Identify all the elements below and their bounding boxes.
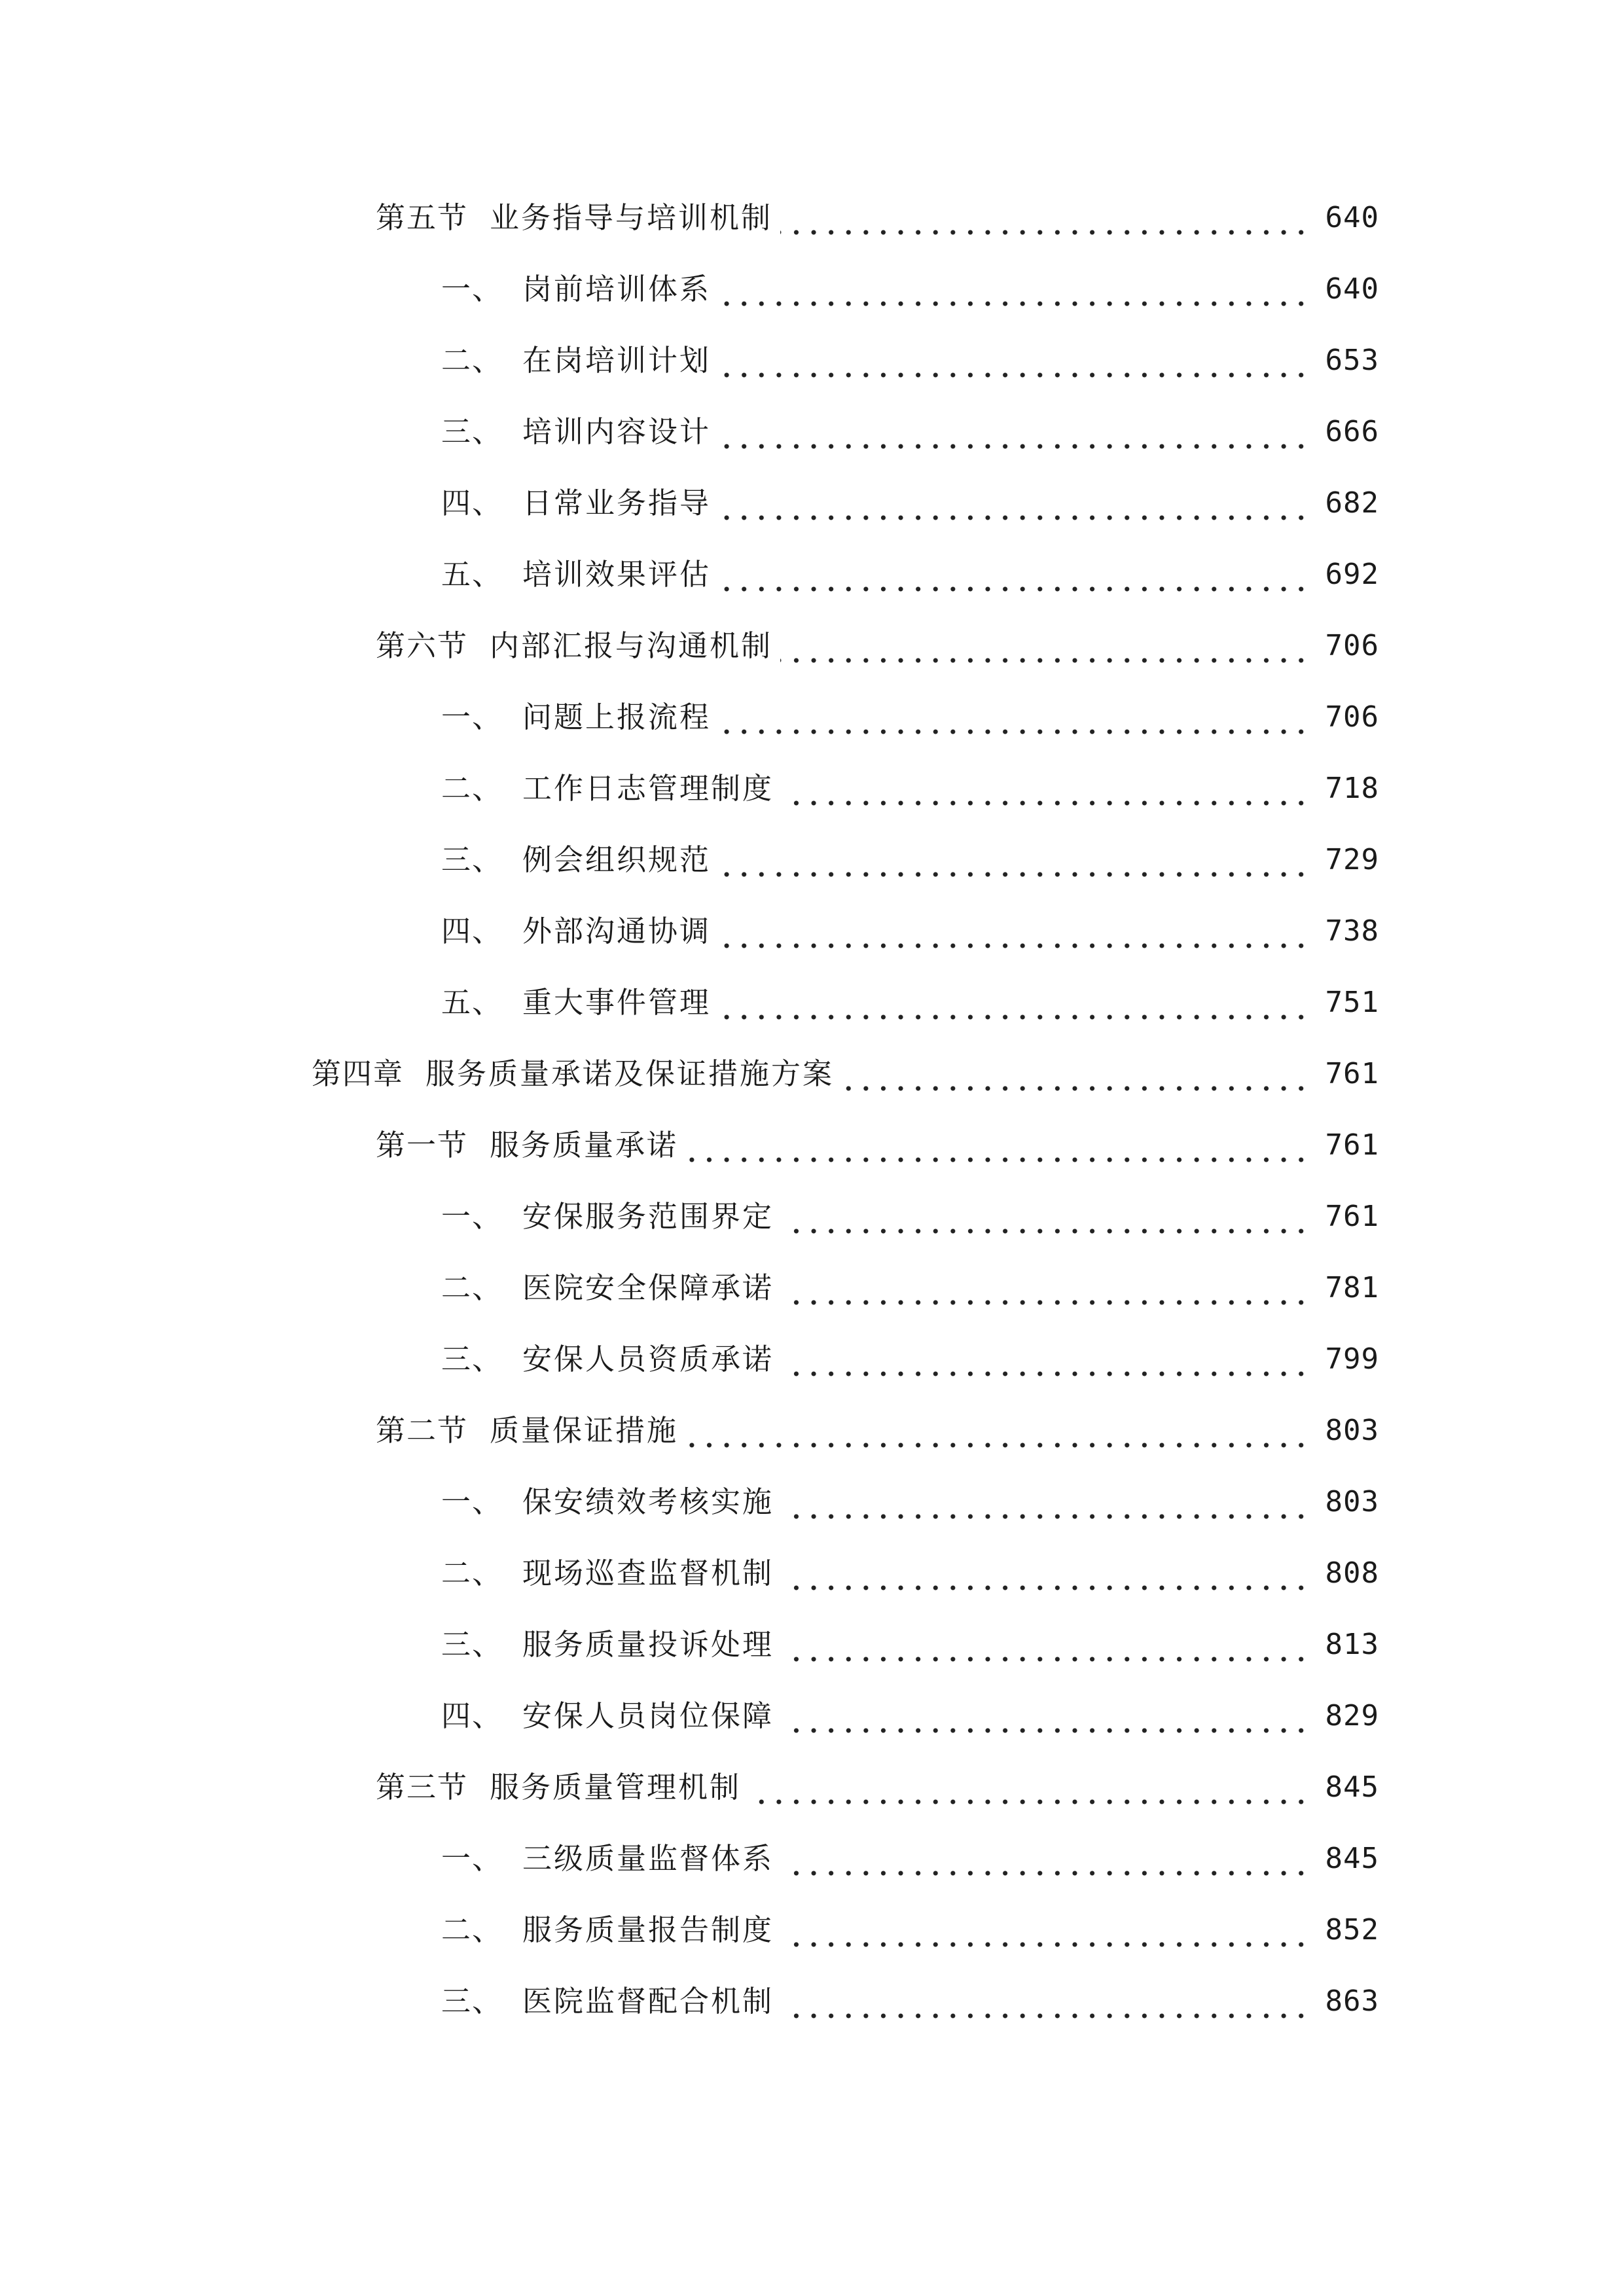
- dot-leader: [686, 1119, 1310, 1172]
- entry-page-number: 799: [1325, 1342, 1379, 1376]
- toc-entry[interactable]: [441, 1476, 1379, 1528]
- toc-entry[interactable]: [441, 334, 1379, 387]
- toc-entry[interactable]: [441, 1262, 1379, 1314]
- entry-number: 五、: [441, 985, 503, 1020]
- entry-title: 外部沟通协调: [522, 914, 712, 948]
- entry-number: 三、: [441, 1984, 503, 2018]
- dot-leader: [780, 192, 1310, 244]
- dot-leader: [782, 1833, 1310, 1885]
- entry-number: 第三节: [376, 1770, 469, 1804]
- entry-number: 一、: [441, 272, 503, 306]
- entry-title: 培训效果评估: [522, 557, 712, 592]
- entry-title: 问题上报流程: [522, 700, 712, 734]
- dot-leader: [749, 1761, 1310, 1814]
- dot-leader: [782, 1476, 1310, 1528]
- entry-page-number: 640: [1325, 201, 1379, 234]
- toc-entry[interactable]: [441, 691, 1379, 744]
- entry-page-number: 682: [1325, 486, 1379, 520]
- entry-page-number: 738: [1325, 914, 1379, 948]
- entry-page-number: 781: [1325, 1271, 1379, 1304]
- toc-entry[interactable]: [376, 192, 1379, 244]
- toc-entry[interactable]: [441, 1690, 1379, 1742]
- entry-number: 二、: [441, 343, 503, 378]
- dot-leader: [782, 1904, 1310, 1956]
- entry-title: 业务指导与培训机制: [490, 200, 773, 235]
- entry-title: 保安绩效考核实施: [522, 1484, 774, 1519]
- entry-title: 工作日志管理制度: [522, 771, 774, 806]
- entry-title: 在岗培训计划: [522, 343, 712, 378]
- entry-number: 三、: [441, 1627, 503, 1662]
- toc-entry[interactable]: [376, 1119, 1379, 1172]
- entry-title: 安保人员岗位保障: [522, 1698, 774, 1733]
- entry-number: 第五节: [376, 200, 469, 235]
- dot-leader: [782, 1619, 1310, 1671]
- dot-leader: [719, 905, 1310, 958]
- entry-page-number: 808: [1325, 1556, 1379, 1590]
- entry-page-number: 718: [1325, 772, 1379, 805]
- entry-title: 服务质量承诺及保证措施方案: [425, 1056, 835, 1091]
- entry-number: 三、: [441, 1342, 503, 1376]
- toc-entry[interactable]: [441, 834, 1379, 886]
- dot-leader: [782, 1333, 1310, 1386]
- entry-page-number: 640: [1325, 272, 1379, 306]
- toc-entry[interactable]: [441, 406, 1379, 458]
- entry-title: 重大事件管理: [522, 985, 712, 1020]
- entry-page-number: 653: [1325, 344, 1379, 377]
- entry-title: 服务质量承诺: [490, 1128, 679, 1162]
- entry-number: 第二节: [376, 1413, 469, 1448]
- entry-page-number: 813: [1325, 1628, 1379, 1661]
- dot-leader: [719, 834, 1310, 886]
- entry-title: 服务质量管理机制: [490, 1770, 742, 1804]
- dot-leader: [719, 548, 1310, 601]
- entry-title: 岗前培训体系: [522, 272, 712, 306]
- entry-title: 医院监督配合机制: [522, 1984, 774, 2018]
- entry-number: 第四章: [312, 1056, 405, 1091]
- toc-entry[interactable]: [441, 1975, 1379, 2028]
- toc-entry[interactable]: [441, 1333, 1379, 1386]
- toc-entry[interactable]: [441, 1619, 1379, 1671]
- entry-number: 二、: [441, 1556, 503, 1590]
- entry-number: 四、: [441, 914, 503, 948]
- entry-number: 四、: [441, 486, 503, 520]
- entry-number: 一、: [441, 700, 503, 734]
- entry-page-number: 706: [1325, 700, 1379, 734]
- entry-number: 一、: [441, 1199, 503, 1234]
- entry-number: 第六节: [376, 628, 469, 663]
- entry-page-number: 761: [1325, 1057, 1379, 1090]
- toc-entry[interactable]: [376, 1761, 1379, 1814]
- dot-leader: [782, 762, 1310, 815]
- toc-entry[interactable]: [441, 977, 1379, 1029]
- entry-title: 例会组织规范: [522, 842, 712, 877]
- entry-title: 日常业务指导: [522, 486, 712, 520]
- entry-number: 二、: [441, 1270, 503, 1305]
- toc-entry[interactable]: [441, 762, 1379, 815]
- entry-number: 二、: [441, 771, 503, 806]
- dot-leader: [782, 1191, 1310, 1243]
- entry-page-number: 803: [1325, 1485, 1379, 1518]
- entry-title: 质量保证措施: [490, 1413, 679, 1448]
- entry-title: 现场巡查监督机制: [522, 1556, 774, 1590]
- entry-number: 四、: [441, 1698, 503, 1733]
- entry-title: 培训内容设计: [522, 414, 712, 449]
- toc-entry[interactable]: [441, 263, 1379, 315]
- dot-leader: [842, 1048, 1310, 1100]
- entry-page-number: 692: [1325, 558, 1379, 591]
- toc-entry[interactable]: [441, 905, 1379, 958]
- entry-page-number: 829: [1325, 1699, 1379, 1732]
- toc-entry[interactable]: [441, 1547, 1379, 1600]
- entry-number: 二、: [441, 1912, 503, 1947]
- dot-leader: [782, 1547, 1310, 1600]
- entry-title: 安保人员资质承诺: [522, 1342, 774, 1376]
- dot-leader: [719, 334, 1310, 387]
- dot-leader: [782, 1262, 1310, 1314]
- dot-leader: [782, 1975, 1310, 2028]
- toc-entry[interactable]: [441, 1904, 1379, 1956]
- entry-page-number: 666: [1325, 415, 1379, 448]
- entry-page-number: 761: [1325, 1128, 1379, 1162]
- entry-number: 五、: [441, 557, 503, 592]
- entry-page-number: 729: [1325, 843, 1379, 876]
- toc-entry[interactable]: [376, 620, 1379, 672]
- dot-leader: [719, 263, 1310, 315]
- toc-entry[interactable]: [441, 477, 1379, 529]
- dot-leader: [719, 406, 1310, 458]
- dot-leader: [782, 1690, 1310, 1742]
- entry-title: 服务质量报告制度: [522, 1912, 774, 1947]
- entry-page-number: 803: [1325, 1414, 1379, 1447]
- entry-title: 内部汇报与沟通机制: [490, 628, 773, 663]
- entry-number: 第一节: [376, 1128, 469, 1162]
- entry-page-number: 845: [1325, 1842, 1379, 1875]
- dot-leader: [780, 620, 1310, 672]
- toc-entry[interactable]: [441, 1833, 1379, 1885]
- entry-number: 一、: [441, 1841, 503, 1876]
- entry-page-number: 852: [1325, 1913, 1379, 1946]
- toc-entry[interactable]: [376, 1405, 1379, 1457]
- entry-page-number: 761: [1325, 1200, 1379, 1233]
- entry-number: 三、: [441, 842, 503, 877]
- entry-title: 医院安全保障承诺: [522, 1270, 774, 1305]
- entry-page-number: 845: [1325, 1770, 1379, 1804]
- entry-page-number: 706: [1325, 629, 1379, 662]
- toc-entry[interactable]: [441, 1191, 1379, 1243]
- entry-number: 三、: [441, 414, 503, 449]
- dot-leader: [719, 977, 1310, 1029]
- entry-title: 三级质量监督体系: [522, 1841, 774, 1876]
- toc-entry[interactable]: [441, 548, 1379, 601]
- entry-title: 服务质量投诉处理: [522, 1627, 774, 1662]
- entry-page-number: 863: [1325, 1984, 1379, 2018]
- dot-leader: [719, 477, 1310, 529]
- dot-leader: [686, 1405, 1310, 1457]
- entry-page-number: 751: [1325, 986, 1379, 1019]
- entry-number: 一、: [441, 1484, 503, 1519]
- dot-leader: [719, 691, 1310, 744]
- entry-title: 安保服务范围界定: [522, 1199, 774, 1234]
- toc-entry[interactable]: [312, 1048, 1379, 1100]
